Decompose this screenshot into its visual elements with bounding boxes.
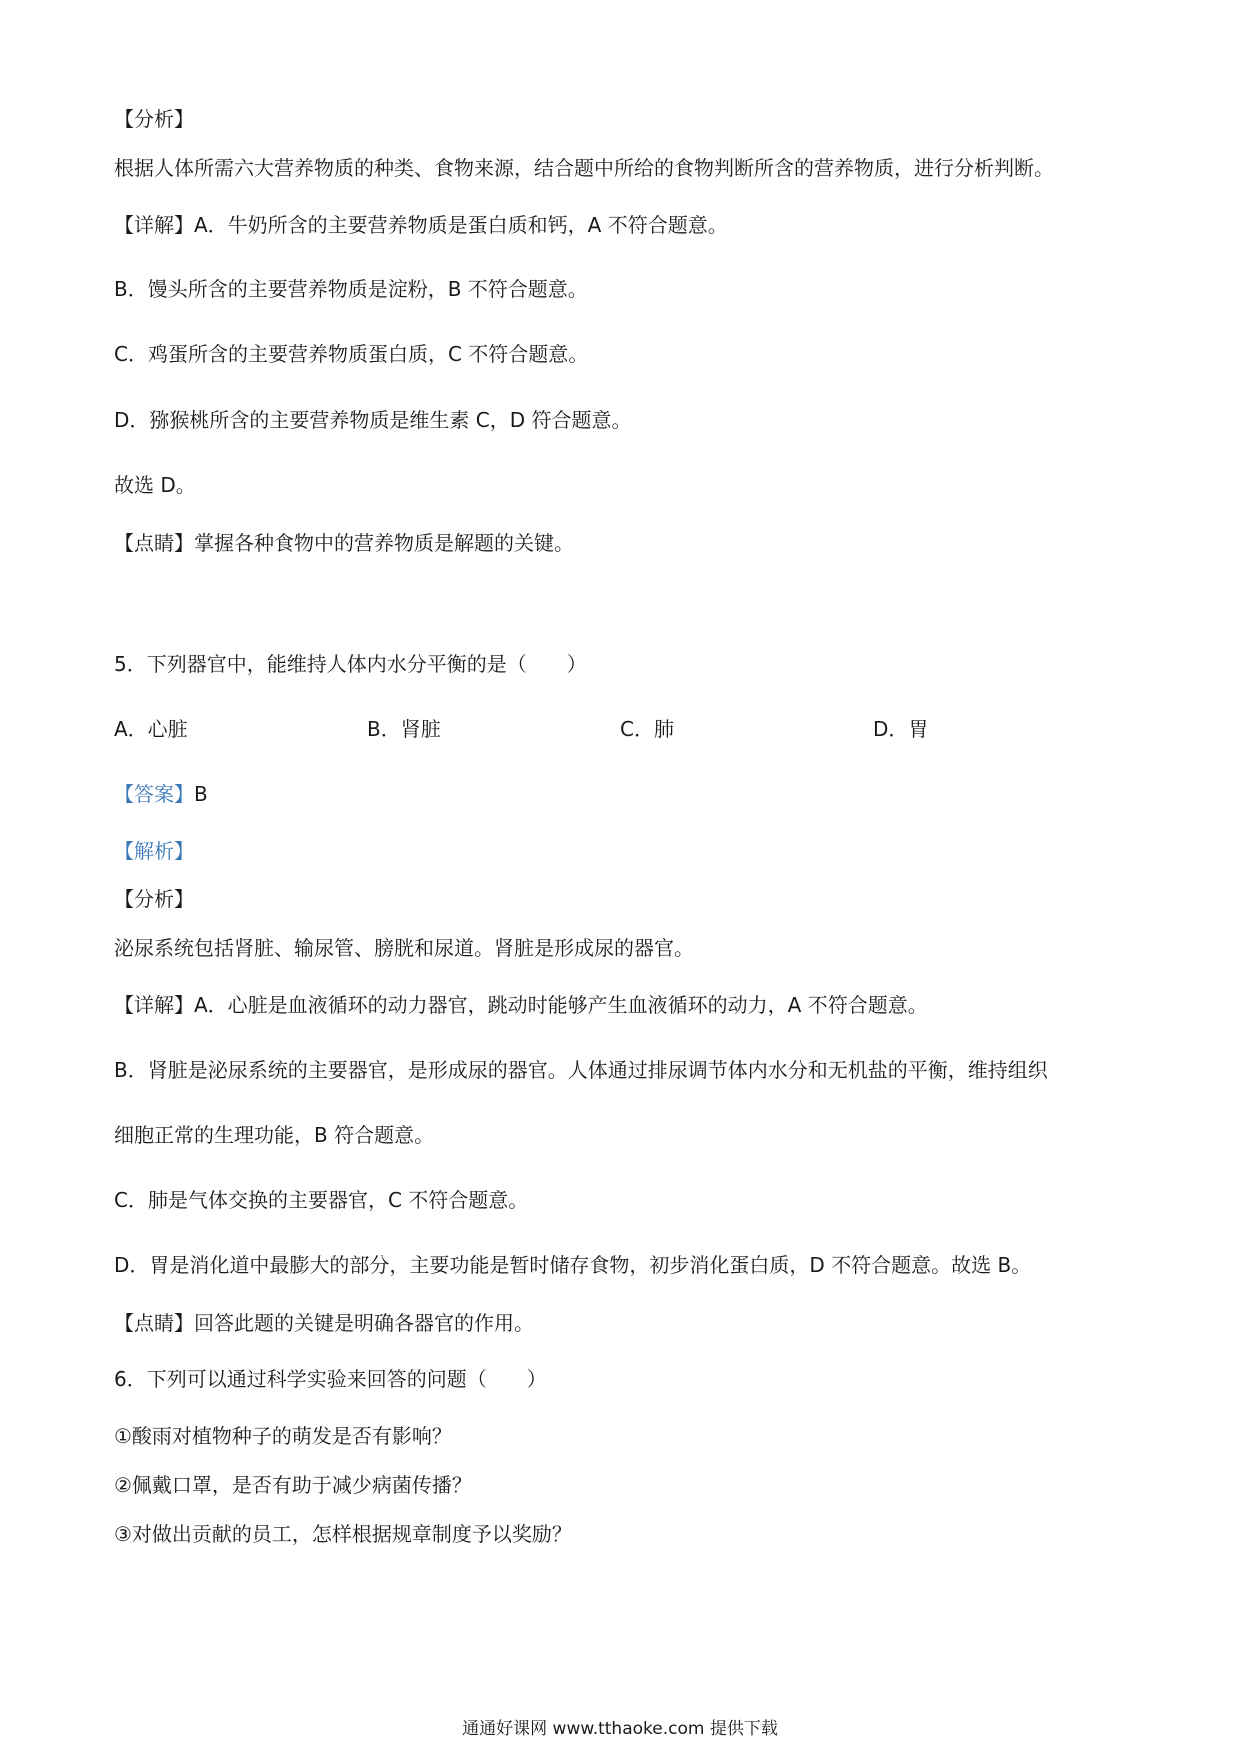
detail-d: D．猕猴桃所含的主要营养物质是维生素 C，D 符合题意。 bbox=[114, 408, 632, 432]
q5-detail-b-line2: 细胞正常的生理功能，B 符合题意。 bbox=[114, 1123, 435, 1147]
analysis-label: 【分析】 bbox=[114, 107, 194, 131]
comment: 【点睛】掌握各种食物中的营养物质是解题的关键。 bbox=[114, 531, 574, 555]
q5-option-a: A．心脏 bbox=[114, 717, 188, 741]
q5-detail-c: C．肺是气体交换的主要器官，C 不符合题意。 bbox=[114, 1188, 529, 1212]
question-5-stem: 5．下列器官中，能维持人体内水分平衡的是（ ） bbox=[114, 652, 587, 676]
q5-option-b: B．肾脏 bbox=[367, 717, 441, 741]
q6-item-2: ②佩戴口罩，是否有助于减少病菌传播？ bbox=[114, 1473, 472, 1497]
q5-comment: 【点睛】回答此题的关键是明确各器官的作用。 bbox=[114, 1311, 534, 1335]
q5-detail-a: 【详解】A．心脏是血液循环的动力器官，跳动时能够产生血液循环的动力，A 不符合题意。 bbox=[114, 993, 928, 1017]
q5-detail-d: D．胃是消化道中最膨大的部分，主要功能是暂时储存食物，初步消化蛋白质，D 不符合题意。故选 B。 bbox=[114, 1253, 1032, 1277]
q6-item-3: ③对做出贡献的员工，怎样根据规章制度予以奖励？ bbox=[114, 1522, 572, 1546]
q5-answer bbox=[114, 781, 208, 807]
question-6-stem: 6．下列可以通过科学实验来回答的问题（ ） bbox=[114, 1367, 547, 1391]
answer-label: 【答案】 bbox=[114, 782, 194, 806]
answer-value: B bbox=[194, 782, 208, 806]
q5-option-c: C．肺 bbox=[620, 717, 674, 741]
q5-detail-b-line1: B．肾脏是泌尿系统的主要器官，是形成尿的器官。人体通过排尿调节体内水分和无机盐的平衡，维持组织 bbox=[114, 1058, 1048, 1082]
detail-c: C．鸡蛋所含的主要营养物质蛋白质，C 不符合题意。 bbox=[114, 342, 589, 366]
explain-label: 【解析】 bbox=[114, 839, 194, 863]
detail-b: B．馒头所含的主要营养物质是淀粉，B 不符合题意。 bbox=[114, 277, 588, 301]
q5-analysis-text: 泌尿系统包括肾脏、输尿管、膀胱和尿道。肾脏是形成尿的器官。 bbox=[114, 936, 694, 960]
q5-option-d: D．胃 bbox=[873, 717, 929, 741]
q5-analysis-label: 【分析】 bbox=[114, 887, 194, 911]
page-footer: 通通好课网 www.tthaoke.com 提供下载 bbox=[462, 1719, 778, 1739]
analysis-text: 根据人体所需六大营养物质的种类、食物来源，结合题中所给的食物判断所含的营养物质，进行分析判断。 bbox=[114, 156, 1054, 180]
q6-item-1: ①酸雨对植物种子的萌发是否有影响？ bbox=[114, 1424, 452, 1448]
conclusion: 故选 D。 bbox=[114, 473, 196, 497]
detail-a: 【详解】A．牛奶所含的主要营养物质是蛋白质和钙，A 不符合题意。 bbox=[114, 213, 728, 237]
